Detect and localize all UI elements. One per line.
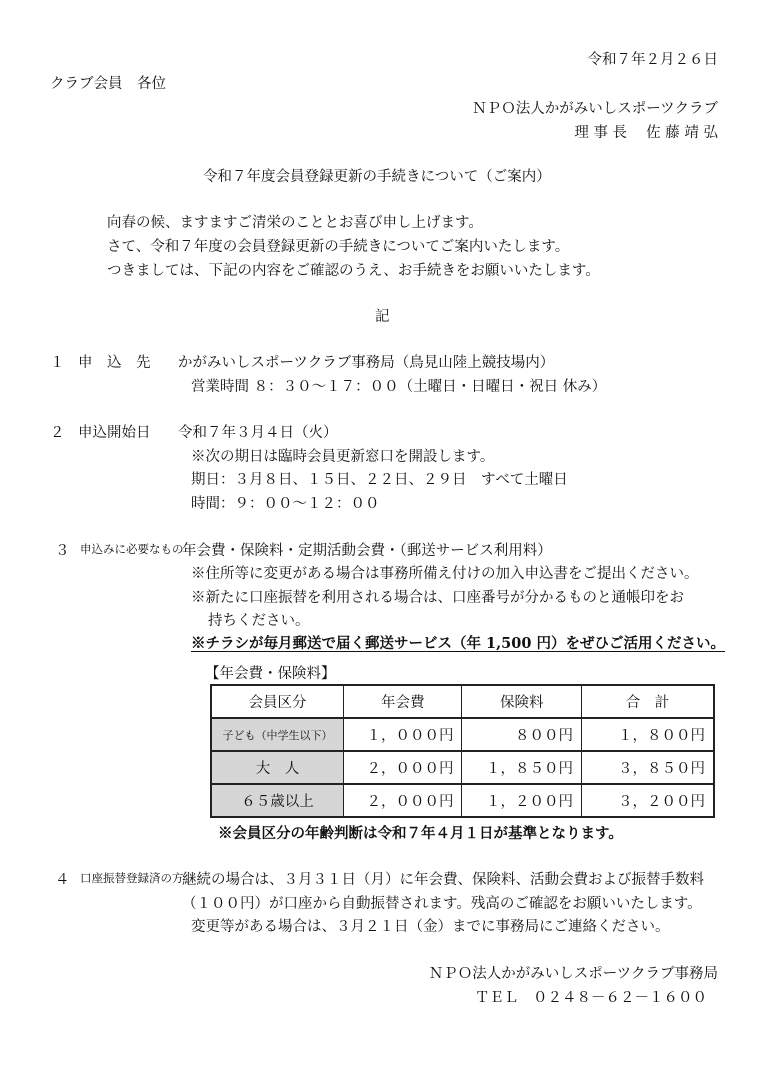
item2-line-2: ※次の期日は臨時会員更新窓口を開設します。 [191,449,495,465]
office-name: ＮＰＯ法人かがみいしスポーツクラブ事務局 [428,966,718,982]
document-title: 令和７年度会員登録更新の手続きについて（ご案内） [203,169,551,185]
item2-number: ２ [50,425,65,441]
item3-line-1: 年会費・保険料・定期活動会費・（郵送サービス利用料） [182,543,552,559]
item4-line-2: （１００円）が口座から自動振替されます。残高のご確認をお願いいたします。 [182,896,702,912]
item4-label: 口座振替登録済の方 [80,871,184,885]
item3-number: ３ [55,543,70,559]
intro-line-2: さて、令和７年度の会員登録更新の手続きについてご案内いたします。 [107,239,570,255]
item4-number: ４ [55,872,70,888]
header-annual-fee: 年会費 [343,685,462,718]
total-child: １，８００円 [582,718,714,751]
telephone-number: ＴＥＬ ０２４８－６２－１６００ [475,990,707,1006]
item2-line-3: 期日：３月８日、１５日、２２日、２９日 すべて土曜日 [191,472,568,488]
table-row [211,718,714,751]
item3-line-3: ※新たに口座振替を利用される場合は、口座番号が分かるものと通帳印をお [191,590,684,606]
signer: 理 事 長 佐 藤 靖 弘 [574,125,718,141]
total-senior: ３，２００円 [582,784,714,817]
item3-line-4: 持ちください。 [208,613,310,629]
item3-line-2: ※住所等に変更がある場合は事務所備え付けの加入申込書をご提出ください。 [191,566,699,582]
header-total: 合 計 [582,685,714,718]
item1-line-1: かがみいしスポーツクラブ事務局（鳥見山陸上競技場内） [178,355,555,371]
insurance-fee-child: ８００円 [462,718,582,751]
organization-name: ＮＰＯ法人かがみいしスポーツクラブ [472,101,718,117]
item1-line-2: 営業時間 ８：３０～１７：００（土曜日・日曜日・祝日 休み） [191,379,607,395]
annual-fee-senior: ２，０００円 [343,784,462,817]
annual-fee-adult: ２，０００円 [343,751,462,784]
total-adult: ３，８５０円 [582,751,714,784]
insurance-fee-adult: １，８５０円 [462,751,582,784]
item3-label: 申込みに必要なもの [80,542,184,556]
recipient: クラブ会員 各位 [50,76,166,92]
category-senior: ６５歳以上 [211,784,343,817]
item4-line-1: 継続の場合は、３月３１日（月）に年会費、保険料、活動会費および振替手数料 [182,872,704,888]
item2-line-1: 令和７年３月４日（火） [178,425,338,441]
intro-line-1: 向春の候、ますますご清栄のこととお喜び申し上げます。 [107,215,483,231]
document-date: 令和７年２月２６日 [587,52,718,68]
table-row [211,784,714,817]
annual-fee-child: １，０００円 [343,718,462,751]
header-insurance-fee: 保険料 [462,685,582,718]
header-member-category: 会員区分 [211,685,343,718]
item2-label: 申込開始日 [78,425,151,441]
category-child: 子ども（中学生以下） [211,718,343,751]
fee-table-caption: 【年会費・保険料】 [205,666,336,682]
fee-table [210,684,715,818]
category-adult: 大 人 [211,751,343,784]
item1-number: １ [50,355,65,371]
item4-line-3: 変更等がある場合は、３月２１日（金）までに事務局にご連絡ください。 [191,919,670,935]
mail-service-note: ※チラシが毎月郵送で届く郵送サービス（年 1,500 円）をぜひご活用ください。 [191,635,725,652]
table-row [211,751,714,784]
insurance-fee-senior: １，２００円 [462,784,582,817]
ki-heading: 記 [375,309,390,325]
fee-table-header-row [211,685,714,718]
item2-line-4: 時間：９：００～１２：００ [191,496,380,512]
age-criterion-note: ※会員区分の年齢判断は令和７年４月１日が基準となります。 [218,825,623,842]
intro-line-3: つきましては、下記の内容をご確認のうえ、お手続きをお願いいたします。 [107,263,600,279]
item1-label: 申 込 先 [78,355,151,371]
